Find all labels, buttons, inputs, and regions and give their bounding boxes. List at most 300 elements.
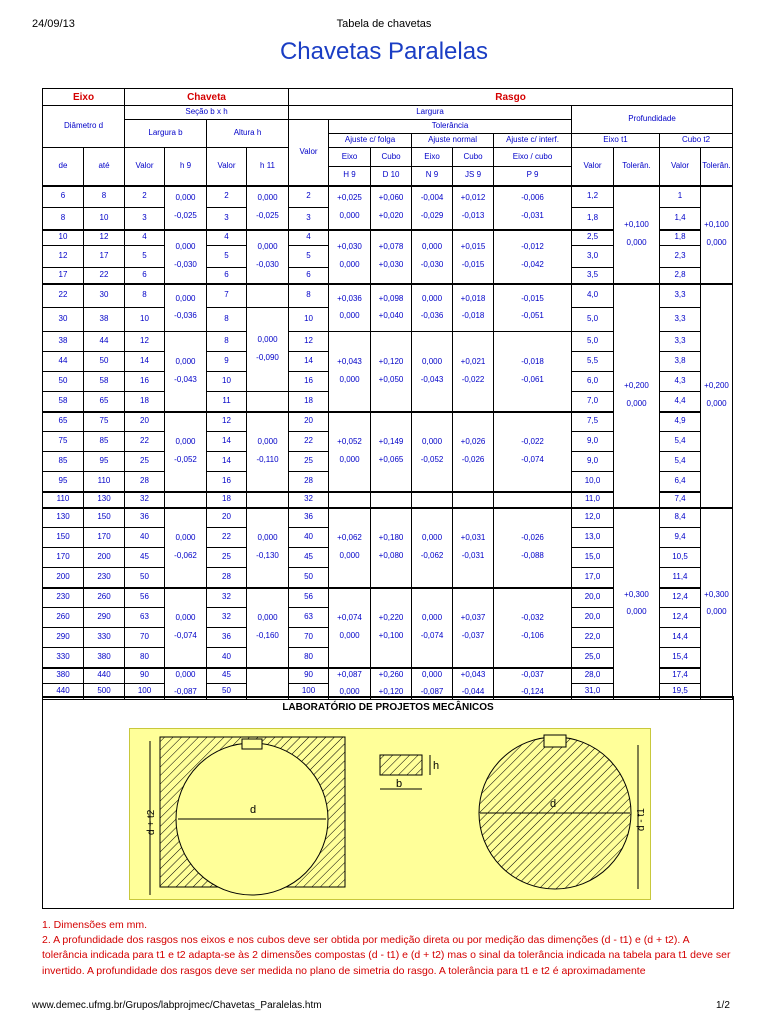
cell-ate: 330 [84,628,125,648]
cell-t1: 12,0 [572,508,614,528]
cell-rasgo-b: 4 [289,230,329,246]
cell-fit [412,492,453,508]
cell-fit: +0,018 -0,018 [453,284,494,332]
cell-t2: 10,5 [660,548,701,568]
cell-t2: 5,4 [660,452,701,472]
cell-b: 100 [125,684,165,700]
cell-rasgo-b: 50 [289,568,329,588]
cell-ate: 130 [84,492,125,508]
cell-h: 11 [207,392,247,412]
cell-fit: -0,022 -0,074 [494,412,572,492]
cell-h11: 0,000 -0,130 [247,508,289,588]
cell-b: 12 [125,332,165,352]
cell-fit [329,492,371,508]
cell-ate: 50 [84,352,125,372]
cell-ate: 22 [84,268,125,284]
cell-fit: -0,032 -0,106 [494,588,572,668]
cell-fit: +0,052 0,000 [329,412,371,492]
cell-ate: 110 [84,472,125,492]
cell-fit: +0,120 +0,050 [371,332,412,412]
cell-h11 [247,392,289,412]
shaft-drawing [130,729,650,899]
cell-b: 18 [125,392,165,412]
cell-rasgo-b: 12 [289,332,329,352]
cell-t2: 19,5 [660,684,701,700]
cell-b: 28 [125,472,165,492]
cell-h: 8 [207,332,247,352]
hub-section [146,737,345,895]
cell-t2: 1,8 [660,230,701,246]
cell-t1-tol: +0,100 0,000 [614,186,660,284]
table-row [43,284,733,308]
cell-fit: +0,015 -0,015 [453,230,494,284]
cell-rasgo-b: 6 [289,268,329,284]
header-ajuste-folga: Ajuste c/ folga [329,134,412,148]
cell-de: 440 [43,684,84,700]
cell-b: 8 [125,284,165,308]
cell-de: 230 [43,588,84,608]
cell-fit: 0,000 -0,036 [412,284,453,332]
header-eixo-col-2: Eixo [412,148,453,167]
cell-t1: 17,0 [572,568,614,588]
cell-h11 [247,492,289,508]
cell-t1: 1,2 [572,186,614,208]
cell-rasgo-b: 45 [289,548,329,568]
cell-fit: 0,000 -0,062 [412,508,453,588]
cell-de: 22 [43,284,84,308]
header-ajuste-normal: Ajuste normal [412,134,494,148]
cell-fit: +0,098 +0,040 [371,284,412,332]
cell-b: 90 [125,668,165,684]
cell-t2-tol: +0,300 0,000 [701,508,733,700]
cell-rasgo-b: 70 [289,628,329,648]
cell-t2: 3,8 [660,352,701,372]
cell-rasgo-b: 28 [289,472,329,492]
cell-t1: 4,0 [572,284,614,308]
cell-t1: 5,0 [572,332,614,352]
cell-ate: 12 [84,230,125,246]
footer-url: www.demec.ufmg.br/Grupos/labprojmec/Chavetas_Paralelas.htm [32,1000,322,1011]
cell-b: 32 [125,492,165,508]
cell-de: 58 [43,392,84,412]
cell-fit: +0,087 0,000 [329,668,371,700]
cell-fit: -0,037 -0,124 [494,668,572,700]
header-D10: D 10 [371,167,412,186]
cell-b: 45 [125,548,165,568]
cell-h11: 0,000 -0,160 [247,588,289,668]
cell-ate: 290 [84,608,125,628]
cell-rasgo-b: 8 [289,284,329,308]
cell-b: 40 [125,528,165,548]
cell-de: 110 [43,492,84,508]
cell-t2-tol: +0,100 0,000 [701,186,733,284]
header-ate: até [84,148,125,186]
cell-b: 50 [125,568,165,588]
cell-fit: 0,000 -0,043 [412,332,453,412]
cell-rasgo-b: 90 [289,668,329,684]
cell-de: 95 [43,472,84,492]
cell-ate: 170 [84,528,125,548]
lab-title: LABORATÓRIO DE PROJETOS MECÂNICOS [282,702,494,713]
cell-t2: 12,4 [660,608,701,628]
cell-ate: 38 [84,308,125,332]
cell-fit: +0,060 +0,020 [371,186,412,230]
header-eixo-col: Eixo [329,148,371,167]
key-label-b: b [396,778,403,790]
cell-de: 44 [43,352,84,372]
header-eixo-t1: Eixo t1 [572,134,660,148]
header-valor-b: Valor [125,148,165,186]
cell-fit: +0,180 +0,080 [371,508,412,588]
cell-t2: 17,4 [660,668,701,684]
header-eixo: Eixo [43,89,125,106]
cell-h: 14 [207,452,247,472]
header-altura-h: Altura h [207,120,289,148]
cell-t1: 7,5 [572,412,614,432]
cell-fit: +0,043 0,000 [329,332,371,412]
cell-de: 380 [43,668,84,684]
header-eixo-cubo: Eixo / cubo [494,148,572,167]
header-H9: H 9 [329,167,371,186]
cell-rasgo-b: 63 [289,608,329,628]
header-valor-h: Valor [207,148,247,186]
cell-b: 6 [125,268,165,284]
cell-fit [494,492,572,508]
cell-b: 14 [125,352,165,372]
cell-t1: 13,0 [572,528,614,548]
cell-fit: +0,062 0,000 [329,508,371,588]
shaft-label-d: d [550,798,557,810]
cell-ate: 17 [84,246,125,268]
header-valor: Valor [289,120,329,186]
cell-h9: 0,000 -0,043 [165,332,207,412]
cell-h: 32 [207,608,247,628]
cell-t2: 2,3 [660,246,701,268]
cell-de: 65 [43,412,84,432]
header-de: de [43,148,84,186]
cell-rasgo-b: 10 [289,308,329,332]
cell-t2: 3,3 [660,284,701,308]
cell-de: 170 [43,548,84,568]
cell-ate: 230 [84,568,125,588]
cell-rasgo-b: 56 [289,588,329,608]
cell-t1: 22,0 [572,628,614,648]
header-P9: P 9 [494,167,572,186]
cell-t1-tol: +0,300 0,000 [614,508,660,700]
cell-de: 30 [43,308,84,332]
cell-rasgo-b: 32 [289,492,329,508]
cell-t1-tol: +0,200 0,000 [614,284,660,508]
table-row [43,508,733,528]
cell-fit: 0,000 -0,087 [412,668,453,700]
cell-fit: +0,220 +0,100 [371,588,412,668]
cell-h: 7 [207,284,247,308]
cell-b: 3 [125,208,165,230]
header-h9: h 9 [165,148,207,186]
cell-h11: 0,000 -0,025 [247,186,289,230]
cell-h: 25 [207,548,247,568]
cell-de: 6 [43,186,84,208]
cell-de: 290 [43,628,84,648]
cell-fit: -0,015 -0,051 [494,284,572,332]
cell-ate: 200 [84,548,125,568]
cell-t1: 15,0 [572,548,614,568]
cell-b: 80 [125,648,165,668]
cell-h: 45 [207,668,247,684]
cell-fit: +0,036 0,000 [329,284,371,332]
cell-t2: 4,4 [660,392,701,412]
cell-t2: 1,4 [660,208,701,230]
cell-t2: 2,8 [660,268,701,284]
header-cubo-col: Cubo [371,148,412,167]
hub-label-dt2: d + t2 [146,809,157,835]
header-largura: Largura [289,106,572,120]
header-toleran-t1: Tolerân. [614,148,660,186]
cell-t1: 1,8 [572,208,614,230]
cell-de: 12 [43,246,84,268]
cell-t1: 3,0 [572,246,614,268]
cell-h: 14 [207,432,247,452]
header-h11: h 11 [247,148,289,186]
cell-fit: +0,043 -0,044 [453,668,494,700]
cell-t2: 3,3 [660,332,701,352]
cell-t1: 20,0 [572,608,614,628]
shaft-section [479,735,647,889]
cell-b: 10 [125,308,165,332]
cell-t2-tol: +0,200 0,000 [701,284,733,508]
cell-ate: 58 [84,372,125,392]
cell-rasgo-b: 14 [289,352,329,372]
cell-de: 38 [43,332,84,352]
cell-h: 5 [207,246,247,268]
cell-t1: 31,0 [572,684,614,700]
cell-fit: 0,000 -0,074 [412,588,453,668]
cell-h9: 0,000 -0,074 [165,588,207,668]
cell-h11: 0,000 -0,090 [247,308,289,392]
print-date: 24/09/13 [32,18,75,30]
header-tolerancia: Tolerância [329,120,572,134]
header-diametro: Diâmetro d [43,106,125,148]
cell-h: 32 [207,588,247,608]
hub-label-d: d [250,804,257,816]
header-valor-t1: Valor [572,148,614,186]
cell-t2: 15,4 [660,648,701,668]
cell-fit: -0,004 -0,029 [412,186,453,230]
cell-fit: -0,026 -0,088 [494,508,572,588]
cell-fit: +0,149 +0,065 [371,412,412,492]
cell-fit: -0,006 -0,031 [494,186,572,230]
cell-fit: -0,012 -0,042 [494,230,572,284]
cell-h: 40 [207,648,247,668]
cell-ate: 440 [84,668,125,684]
cell-ate: 8 [84,186,125,208]
cell-h: 50 [207,684,247,700]
lab-panel [42,696,734,909]
cell-h: 2 [207,186,247,208]
cell-fit: 0,000 -0,052 [412,412,453,492]
cell-fit: +0,025 0,000 [329,186,371,230]
cell-h: 4 [207,230,247,246]
cell-b: 56 [125,588,165,608]
cell-t1: 10,0 [572,472,614,492]
cell-t2: 1 [660,186,701,208]
cell-t2: 11,4 [660,568,701,588]
cell-h: 22 [207,528,247,548]
cell-rasgo-b: 5 [289,246,329,268]
cell-b: 63 [125,608,165,628]
cell-ate: 30 [84,284,125,308]
cell-fit [453,492,494,508]
cell-fit: +0,026 -0,026 [453,412,494,492]
cell-b: 22 [125,432,165,452]
cell-t1: 9,0 [572,452,614,472]
header-chaveta: Chaveta [125,89,289,106]
cell-t1: 20,0 [572,588,614,608]
cell-de: 330 [43,648,84,668]
cell-h9 [165,492,207,508]
key-label-h: h [433,760,440,772]
cell-fit: +0,030 0,000 [329,230,371,284]
header-largura-b: Largura b [125,120,207,148]
cell-fit: 0,000 -0,030 [412,230,453,284]
cell-de: 260 [43,608,84,628]
cell-t2: 9,4 [660,528,701,548]
shaft-label-dt1: d - t1 [636,808,647,831]
cell-h9: 0,000 -0,062 [165,508,207,588]
cell-b: 70 [125,628,165,648]
cell-rasgo-b: 40 [289,528,329,548]
shaft-figure [129,728,651,900]
cell-rasgo-b: 3 [289,208,329,230]
cell-t1: 28,0 [572,668,614,684]
cell-ate: 95 [84,452,125,472]
cell-t2: 3,3 [660,308,701,332]
cell-de: 150 [43,528,84,548]
cell-rasgo-b: 18 [289,392,329,412]
cell-t1: 7,0 [572,392,614,412]
cell-h: 8 [207,308,247,332]
cell-de: 75 [43,432,84,452]
print-doc-title: Tabela de chavetas [336,18,432,30]
header-rasgo: Rasgo [289,89,733,106]
cell-de: 8 [43,208,84,230]
cell-de: 85 [43,452,84,472]
cell-ate: 380 [84,648,125,668]
cell-rasgo-b: 22 [289,432,329,452]
cell-h: 6 [207,268,247,284]
header-N9: N 9 [412,167,453,186]
cell-h11 [247,668,289,700]
cell-h9: 0,000 -0,087 [165,668,207,700]
cell-ate: 85 [84,432,125,452]
key-detail [380,755,439,790]
cell-t1: 5,0 [572,308,614,332]
cell-rasgo-b: 16 [289,372,329,392]
cell-t1: 25,0 [572,648,614,668]
cell-t1: 11,0 [572,492,614,508]
cell-ate: 44 [84,332,125,352]
cell-t2: 7,4 [660,492,701,508]
cell-ate: 500 [84,684,125,700]
keys-table [42,88,733,700]
cell-h: 36 [207,628,247,648]
cell-b: 25 [125,452,165,472]
cell-fit: +0,074 0,000 [329,588,371,668]
cell-t2: 14,4 [660,628,701,648]
cell-rasgo-b: 25 [289,452,329,472]
header-valor-t2: Valor [660,148,701,186]
cell-h: 12 [207,412,247,432]
cell-h: 10 [207,372,247,392]
cell-fit [371,492,412,508]
cell-t1: 6,0 [572,372,614,392]
notes [42,918,732,979]
cell-t1: 2,5 [572,230,614,246]
cell-rasgo-b: 20 [289,412,329,432]
cell-h11: 0,000 -0,030 [247,230,289,284]
cell-h9: 0,000 -0,036 [165,284,207,332]
cell-de: 130 [43,508,84,528]
header-cubo-col-2: Cubo [453,148,494,167]
header-secao: Seção b x h [125,106,289,120]
cell-ate: 75 [84,412,125,432]
cell-rasgo-b: 36 [289,508,329,528]
cell-t1: 9,0 [572,432,614,452]
note-1: 1. Dimensões em mm. [42,919,148,931]
page-title: Chavetas Paralelas [279,38,489,65]
note-2: 2. A profundidade dos rasgos nos eixos e nos cubos deve ser obtida por medição direta ou por medição das dimenções (d - t1) e (d + t2). A tolerância indicada para t1 e t2 adapta-se às 2 dimensões compostas (d - t1) e (d + t2) mas o sinal da tolerância indicada na tabela para t1 deve ser invertido. A profundidade dos rasgos deve ser medida no plano de simetria do rasgo. A tolerância para t1 e t2 é aproximadamente [42,934,731,977]
cell-b: 5 [125,246,165,268]
cell-de: 200 [43,568,84,588]
cell-fit: +0,078 +0,030 [371,230,412,284]
cell-h: 18 [207,492,247,508]
cell-h: 28 [207,568,247,588]
cell-t2: 4,3 [660,372,701,392]
cell-ate: 150 [84,508,125,528]
cell-rasgo-b: 100 [289,684,329,700]
cell-fit: +0,031 -0,031 [453,508,494,588]
cell-h9: 0,000 -0,025 [165,186,207,230]
cell-b: 36 [125,508,165,528]
cell-ate: 260 [84,588,125,608]
cell-h: 20 [207,508,247,528]
cell-t2: 4,9 [660,412,701,432]
cell-fit: +0,021 -0,022 [453,332,494,412]
header-profundidade: Profundidade [572,106,733,134]
cell-de: 50 [43,372,84,392]
header-toleran-t2: Tolerân. [701,148,733,186]
cell-fit: +0,012 -0,013 [453,186,494,230]
cell-ate: 10 [84,208,125,230]
header-JS9: JS 9 [453,167,494,186]
cell-de: 10 [43,230,84,246]
cell-t1: 3,5 [572,268,614,284]
cell-t2: 6,4 [660,472,701,492]
cell-rasgo-b: 80 [289,648,329,668]
cell-t2: 5,4 [660,432,701,452]
cell-de: 17 [43,268,84,284]
cell-h: 9 [207,352,247,372]
cell-b: 20 [125,412,165,432]
cell-t2: 12,4 [660,588,701,608]
cell-h9: 0,000 -0,052 [165,412,207,492]
header-cubo-t2: Cubo t2 [660,134,733,148]
cell-b: 16 [125,372,165,392]
cell-t2: 8,4 [660,508,701,528]
cell-h9: 0,000 -0,030 [165,230,207,284]
cell-h: 3 [207,208,247,230]
cell-fit: +0,260 +0,120 [371,668,412,700]
